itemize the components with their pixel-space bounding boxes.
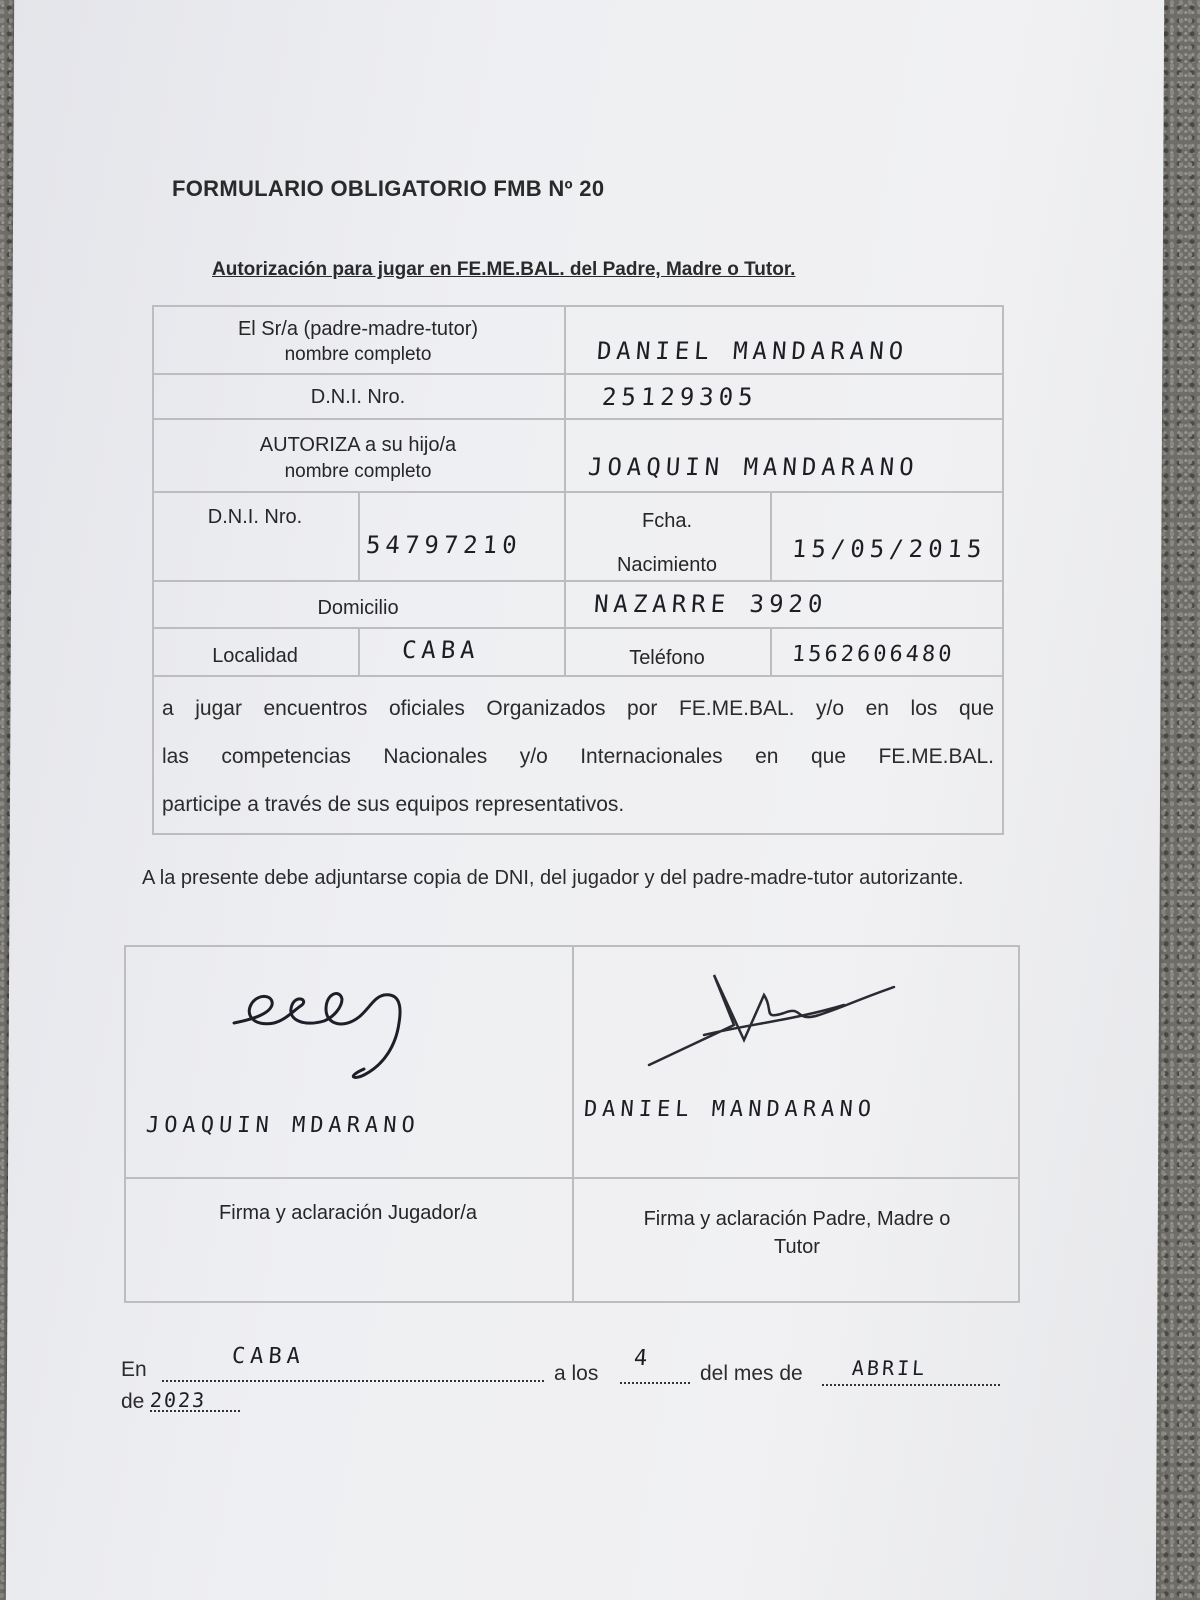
parent-name-sublabel: nombre completo	[284, 344, 432, 365]
address-value: NAZARRE 3920	[593, 590, 829, 618]
child-dni-label: D.N.I. Nro.	[207, 506, 303, 528]
address-label: Domicilio	[317, 597, 399, 619]
child-name-sublabel: nombre completo	[284, 461, 432, 482]
footer-en-label: En	[121, 1358, 147, 1381]
player-signature-icon	[224, 965, 454, 1085]
form-subtitle: Autorización para jugar en FE.ME.BAL. del Padre, Madre o Tutor.	[212, 259, 796, 280]
parent-clarification: DANIEL MANDARANO	[583, 1097, 877, 1122]
player-clarification: JOAQUIN MDARANO	[145, 1113, 421, 1138]
authorization-text-line-3: participe a través de sus equipos representativos.	[162, 793, 625, 816]
authorization-text-line-1: a jugar encuentros oficiales Organizados por FE.ME.BAL. y/o en los que	[162, 697, 994, 720]
parent-name-label: El Sr/a (padre-madre-tutor)	[237, 318, 479, 340]
attachment-note: A la presente debe adjuntarse copia de DNI, del jugador y del padre-madre-tutor autorizante.	[142, 867, 964, 889]
player-signature-caption: Firma y aclaración Jugador/a	[219, 1202, 477, 1224]
parent-dni-value: 25129305	[601, 383, 759, 411]
phone-value: 1562606480	[791, 642, 956, 667]
child-name-value: JOAQUIN MANDARANO	[587, 453, 920, 481]
child-name-label: AUTORIZA a su hijo/a	[259, 434, 457, 456]
footer-month-label: del mes de	[700, 1362, 803, 1385]
authorization-text-line-2: las competencias Nacionales y/o Internacionales en que FE.ME.BAL.	[162, 745, 994, 768]
footer-month-value: ABRIL	[851, 1356, 929, 1380]
form-title: FORMULARIO OBLIGATORIO FMB Nº 20	[172, 176, 605, 201]
parent-dni-label: D.N.I. Nro.	[310, 386, 406, 408]
footer-alos-label: a los	[554, 1362, 599, 1385]
parent-name-value: DANIEL MANDARANO	[596, 337, 910, 365]
footer-place-value: CABA	[231, 1344, 306, 1369]
birth-date-value: 15/05/2015	[791, 535, 988, 563]
parent-signature-caption-1: Firma y aclaración Padre, Madre o	[643, 1208, 951, 1230]
parent-signature-caption-2: Tutor	[774, 1236, 820, 1258]
day-dotted-line	[620, 1382, 690, 1384]
authorization-table	[152, 305, 1004, 835]
birth-date-sublabel: Nacimiento	[616, 554, 718, 576]
parent-signature-icon	[644, 965, 904, 1075]
signature-table	[124, 945, 1020, 1303]
footer-de-label: de	[121, 1390, 145, 1413]
city-label: Localidad	[212, 645, 298, 667]
child-dni-value: 54797210	[365, 531, 523, 559]
birth-date-label: Fcha.	[641, 510, 693, 532]
place-dotted-line	[162, 1380, 544, 1382]
footer-year-value: 2023	[149, 1388, 208, 1412]
month-dotted-line	[822, 1384, 1000, 1386]
footer-day-value: 4	[633, 1346, 654, 1371]
phone-label: Teléfono	[629, 647, 705, 669]
city-value: CABA	[401, 636, 481, 664]
